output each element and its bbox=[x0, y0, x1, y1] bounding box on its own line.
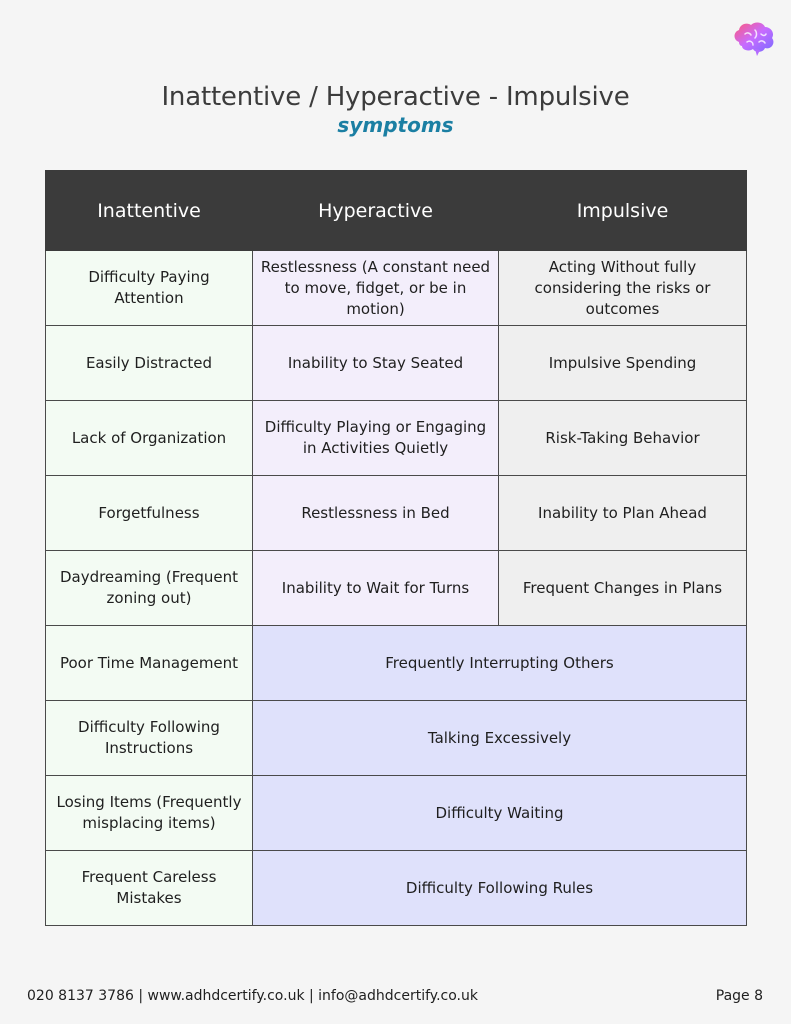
brain-icon bbox=[731, 20, 777, 60]
table-row bbox=[46, 551, 747, 626]
cell-hyperactive: Inability to Stay Seated bbox=[253, 326, 499, 401]
page-subtitle: symptoms bbox=[337, 113, 454, 137]
cell-inattentive: Frequent Careless Mistakes bbox=[46, 851, 253, 926]
cell-inattentive: Forgetfulness bbox=[46, 476, 253, 551]
table-row bbox=[46, 851, 747, 926]
cell-hyperactive-impulsive: Difficulty Waiting bbox=[253, 776, 747, 851]
cell-inattentive: Poor Time Management bbox=[46, 626, 253, 701]
cell-inattentive: Easily Distracted bbox=[46, 326, 253, 401]
table-row bbox=[46, 776, 747, 851]
cell-impulsive: Frequent Changes in Plans bbox=[499, 551, 747, 626]
cell-hyperactive: Restlessness (A constant need to move, fidget, or be in motion) bbox=[253, 251, 499, 326]
cell-impulsive: Impulsive Spending bbox=[499, 326, 747, 401]
cell-hyperactive: Inability to Wait for Turns bbox=[253, 551, 499, 626]
header-impulsive: Impulsive bbox=[499, 171, 747, 251]
cell-impulsive: Acting Without fully considering the risks or outcomes bbox=[499, 251, 747, 326]
cell-inattentive: Lack of Organization bbox=[46, 401, 253, 476]
table-row bbox=[46, 476, 747, 551]
footer-contact: 020 8137 3786 | www.adhdcertify.co.uk | info@adhdcertify.co.uk bbox=[27, 988, 478, 1004]
page-number: Page 8 bbox=[715, 988, 763, 1004]
cell-inattentive: Losing Items (Frequently misplacing items) bbox=[46, 776, 253, 851]
table-row bbox=[46, 701, 747, 776]
symptoms-table bbox=[45, 170, 747, 926]
table-row bbox=[46, 401, 747, 476]
page-title: Inattentive / Hyperactive - Impulsive bbox=[161, 82, 630, 112]
cell-hyperactive: Restlessness in Bed bbox=[253, 476, 499, 551]
cell-inattentive: Difficulty Following Instructions bbox=[46, 701, 253, 776]
cell-inattentive: Difficulty Paying Attention bbox=[46, 251, 253, 326]
cell-impulsive: Inability to Plan Ahead bbox=[499, 476, 747, 551]
table-row bbox=[46, 626, 747, 701]
cell-hyperactive-impulsive: Difficulty Following Rules bbox=[253, 851, 747, 926]
cell-hyperactive-impulsive: Talking Excessively bbox=[253, 701, 747, 776]
cell-inattentive: Daydreaming (Frequent zoning out) bbox=[46, 551, 253, 626]
header-inattentive: Inattentive bbox=[46, 171, 253, 251]
cell-hyperactive: Difficulty Playing or Engaging in Activities Quietly bbox=[253, 401, 499, 476]
table-row bbox=[46, 251, 747, 326]
table-header-row bbox=[46, 171, 747, 251]
cell-impulsive: Risk-Taking Behavior bbox=[499, 401, 747, 476]
header-hyperactive: Hyperactive bbox=[253, 171, 499, 251]
cell-hyperactive-impulsive: Frequently Interrupting Others bbox=[253, 626, 747, 701]
table-row bbox=[46, 326, 747, 401]
